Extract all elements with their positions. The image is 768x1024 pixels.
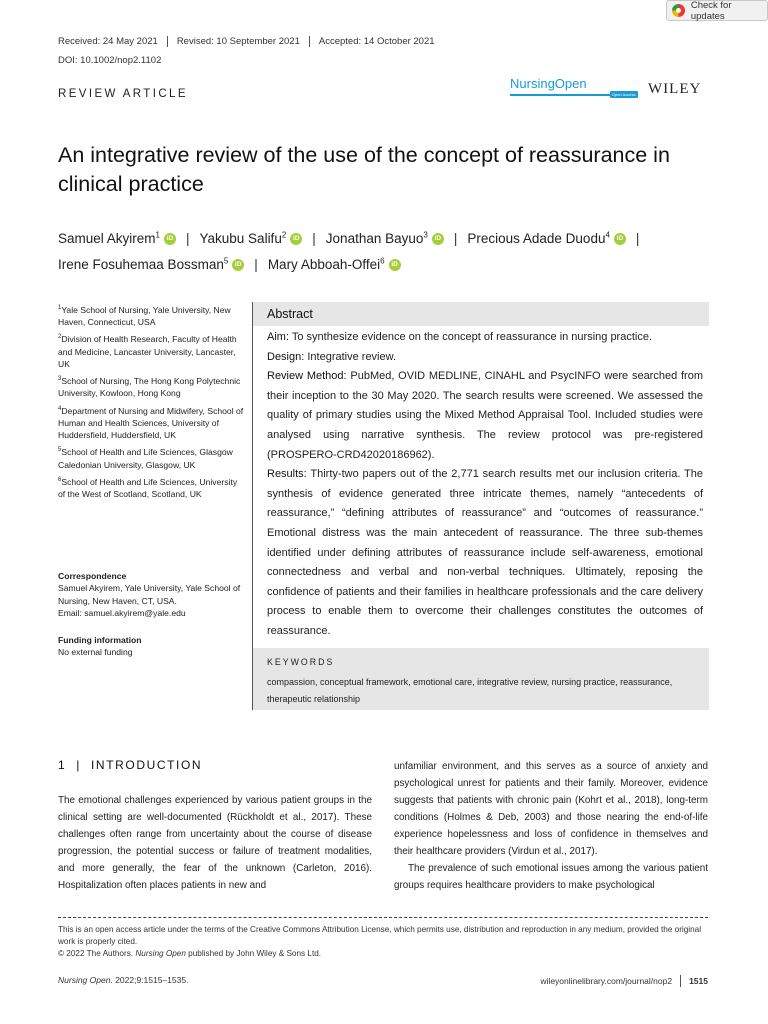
- abstract-aim: Aim: To synthesize evidence on the concept of reassurance in nursing practice.: [267, 331, 653, 343]
- publisher-logo: WILEY: [648, 81, 702, 97]
- doi[interactable]: DOI: 10.1002/nop2.1102: [58, 55, 162, 66]
- keywords-heading: KEYWORDS: [267, 657, 335, 667]
- orcid-icon[interactable]: iD: [432, 233, 444, 245]
- abstract-box: [252, 302, 708, 710]
- author[interactable]: Yakubu Salifu$^2$ iD: [200, 231, 303, 246]
- affiliation: $^6$School of Health and Life Sciences, University of the West of Scotland, Scotland, UK: [58, 476, 238, 500]
- check-for-updates-label: Check for updates: [690, 0, 732, 22]
- journal-name: NursingOpen: [510, 76, 587, 91]
- funding-heading: Funding information: [58, 635, 142, 645]
- revised-date: Revised: 10 September 2021: [176, 36, 300, 47]
- body-column-left: [58, 792, 372, 894]
- footer-divider: [58, 917, 708, 918]
- crossmark-icon: [672, 4, 685, 17]
- body-column-right: [394, 758, 708, 894]
- footer-right: [540, 975, 708, 987]
- abstract-body: [267, 328, 703, 642]
- orcid-icon[interactable]: iD: [614, 233, 626, 245]
- date-separator: [167, 36, 168, 47]
- orcid-icon[interactable]: iD: [232, 259, 244, 271]
- abstract-design: Design: Integrative review.: [267, 350, 397, 363]
- correspondence: [58, 570, 248, 619]
- affiliation: $^5$School of Health and Life Sciences, Glasgow Caledonian University, Glasgow, UK: [58, 447, 233, 470]
- journal-url[interactable]: wileyonlinelibrary.com/journal/nop2: [540, 976, 673, 986]
- abstract-header: [253, 302, 709, 326]
- page-number: 1515: [689, 976, 708, 986]
- author[interactable]: Samuel Akyirem$^1$ iD: [58, 231, 176, 246]
- affiliation: $^2$Division of Health Research, Faculty of Health and Medicine, Lancaster University, Lancaster, UK: [58, 334, 237, 369]
- abstract-heading: Abstract: [267, 307, 313, 321]
- article-title: An integrative review of the use of the concept of reassurance in clinical practice: [58, 143, 670, 196]
- correspondence-text: Samuel Akyirem, Yale University, Yale School of Nursing, New Haven, CT, USA.: [58, 583, 241, 606]
- author[interactable]: Mary Abboah-Offei$^6$ iD: [268, 257, 401, 272]
- citation: Nursing Open. 2022;9:1515–1535.: [58, 975, 189, 985]
- article-type: REVIEW ARTICLE: [58, 88, 188, 100]
- date-separator: [309, 36, 310, 47]
- footer-separator: [680, 975, 681, 987]
- keywords-list: compassion, conceptual framework, emotional care, integrative review, nursing practice, reassurance, therapeutic relationship: [267, 677, 673, 704]
- received-date: Received: 24 May 2021: [58, 36, 158, 47]
- affiliations: [58, 302, 246, 503]
- copyright: © 2022 The Authors. Nursing Open published by John Wiley & Sons Ltd.: [58, 949, 322, 958]
- author[interactable]: Precious Adade Duodu$^4$ iD: [467, 231, 626, 246]
- correspondence-email[interactable]: Email: samuel.akyirem@yale.edu: [58, 607, 186, 618]
- abstract-method: Review Method: PubMed, OVID MEDLINE, CINAHL and PsycINFO were searched from their inception to the 30 May 2020. The search results were screened. We assessed the quality of primary studies using the Mixed Method Appraisal Tool. Included studies were analysed using narrative synthesis. The review protocol was pre-registered (PROSPERO-CRD42020186962).: [267, 370, 703, 461]
- author[interactable]: Jonathan Bayuo$^3$ iD: [326, 231, 444, 246]
- section-heading: 1 | INTRODUCTION: [58, 758, 203, 772]
- paragraph: The emotional challenges experienced by various patient groups in the clinical setting are well-documented (Rückholdt et al., 2017). These challenges often range from uncertainty about the course of disease progression, the potential success or failure of treatment modalities, and more generally, the fear of the unknown (Carleton, 2016). Hospitalization often places patients in new and: [58, 795, 372, 891]
- orcid-icon[interactable]: iD: [389, 259, 401, 271]
- check-for-updates-button[interactable]: [666, 0, 768, 21]
- affiliation: $^3$School of Nursing, The Hong Kong Polytechnic University, Kowloon, Hong Kong: [58, 376, 241, 399]
- correspondence-heading: Correspondence: [58, 571, 127, 581]
- keywords-area: [253, 648, 709, 710]
- open-access-badge: Open Access: [612, 92, 636, 97]
- journal-logo[interactable]: [510, 76, 710, 100]
- journal-underline: [510, 94, 620, 96]
- paragraph: The prevalence of such emotional issues among the various patient groups requires healthcare providers to make psychological: [394, 863, 708, 891]
- orcid-icon[interactable]: iD: [290, 233, 302, 245]
- license-text: This is an open access article under the terms of the Creative Commons Attribution License, which permits use, distribution and reproduction in any medium, provided the original work is properly cited.: [58, 925, 702, 946]
- affiliation: $^1$Yale School of Nursing, Yale University, New Haven, Connecticut, USA: [58, 304, 231, 328]
- funding-information: [58, 634, 248, 659]
- license-notice: [58, 924, 718, 960]
- paragraph: unfamiliar environment, and this serves as a source of anxiety and psychological unrest for patients and their family. Moreover, evidence suggests that patients with chronic pain (Kohrt et al., 2018), long-term conditions (Holmes & Deb, 2003) and those nearing the end-of-life experience hopelessness and loss of confidence in themselves and their healthcare providers (Virdun et al., 2017).: [394, 761, 708, 857]
- orcid-icon[interactable]: iD: [164, 233, 176, 245]
- abstract-results: Results: Thirty-two papers out of the 2,771 search results met our inclusion criteria. The synthesis of evidence generated three intricate themes, namely “antecedents of reassurance,” “defining attributes of reassurance” and “outcomes of reassurance.” Emotional distress was the main antecedent of reassurance. The three sub-themes identified under defining attributes of reassurance include self-awareness, emotional connectedness and verbal and non-verbal techniques. Ultimately, reposing the confidence of patients and their families in healthcare professionals and the care delivery process to enable them to overcome their challenges constitutes the outcomes of reassurance.: [267, 468, 703, 637]
- article-dates: [58, 36, 435, 47]
- author-list: Samuel Akyirem$^1$ iD | Yakubu Salifu$^2$ iD | Jonathan Bayuo$^3$ iD | Precious Adade Duodu$^4$ iD | Irene Fosuhemaa Bossman$^5$ iD | Mary Abboah-Offei$^6$ iD: [58, 230, 640, 272]
- affiliation: $^4$Department of Nursing and Midwifery, School of Human and Health Sciences, University of Huddersfield, Huddersfield, UK: [58, 405, 244, 441]
- accepted-date: Accepted: 14 October 2021: [318, 36, 435, 47]
- funding-text: No external funding: [58, 647, 133, 658]
- author[interactable]: Irene Fosuhemaa Bossman$^5$ iD: [58, 257, 244, 272]
